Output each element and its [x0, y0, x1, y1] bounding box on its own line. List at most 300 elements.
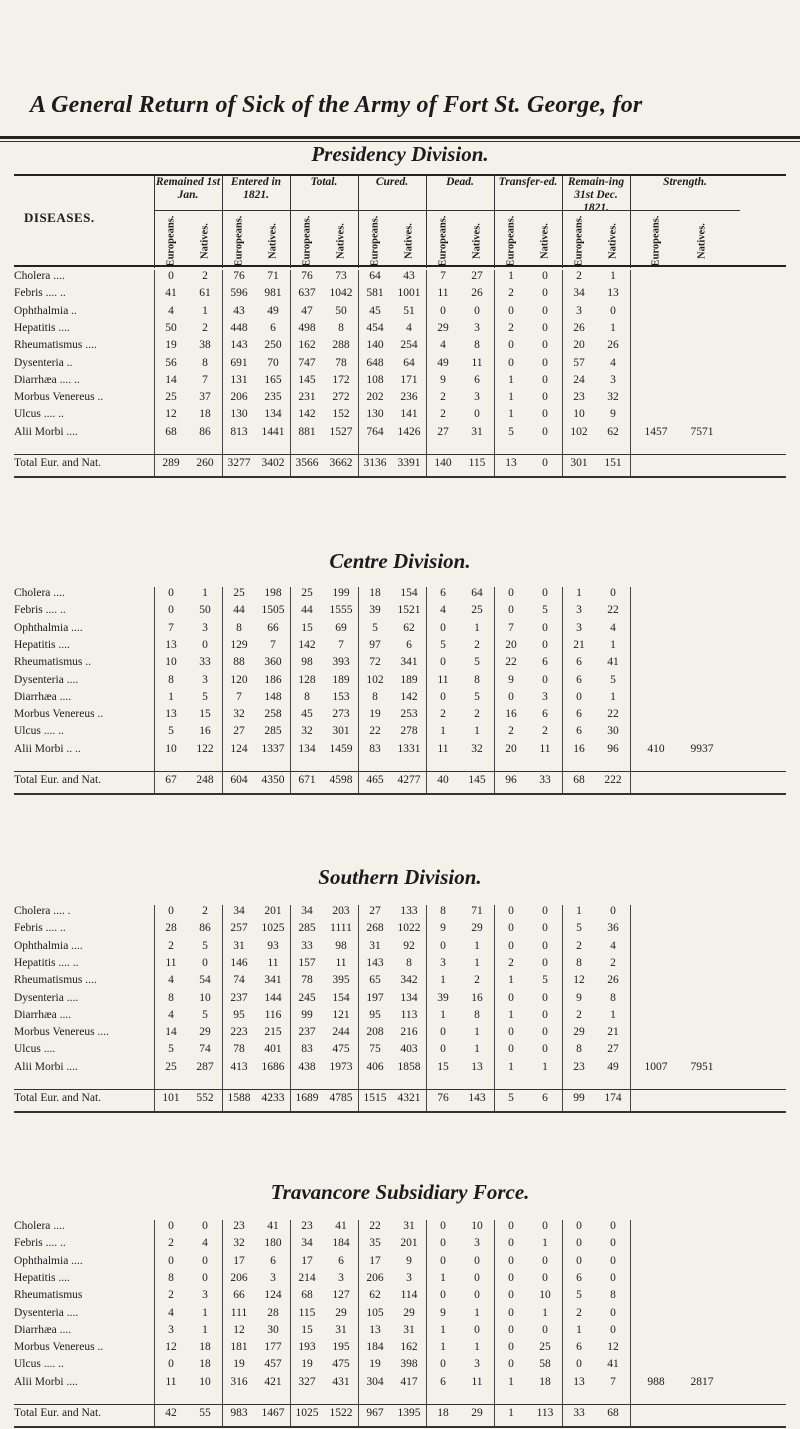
table-cell: 78	[335, 356, 347, 369]
table-cell: 287	[196, 1060, 214, 1073]
table-cell: 1686	[261, 1060, 285, 1073]
table-cell: 0	[440, 1289, 446, 1302]
total-cell: 6	[542, 1092, 548, 1104]
table-cell: 3	[202, 621, 208, 634]
table-cell: 143	[230, 339, 248, 352]
table-cell: 50	[335, 304, 347, 317]
table-cell: 3	[168, 1323, 174, 1336]
table-cell: 0	[508, 604, 514, 617]
table-cell: 1	[542, 1306, 548, 1319]
table-cell: 3	[576, 604, 582, 617]
table-cell: 9	[610, 408, 616, 421]
table-cell: 0	[542, 321, 548, 334]
table-cell: 195	[332, 1341, 350, 1354]
table-cell: 7	[610, 1375, 616, 1388]
table-cell: 4	[168, 1306, 174, 1319]
table-row	[14, 374, 786, 391]
table-cell: 11	[165, 956, 177, 969]
table-cell: 4	[168, 1008, 174, 1021]
table-cell: 454	[366, 321, 384, 334]
table-cell: 7	[168, 621, 174, 634]
sub-header-label: Natives.	[607, 223, 619, 259]
table-cell: 20	[505, 742, 517, 755]
table-cell: 0	[202, 638, 208, 651]
table-cell: 152	[332, 408, 350, 421]
table-cell: 0	[440, 1237, 446, 1250]
section-table	[14, 270, 786, 479]
table-row	[14, 1043, 786, 1060]
table-cell: 0	[508, 1237, 514, 1250]
table-cell: 475	[332, 1358, 350, 1371]
group-header: Strength.	[663, 176, 707, 188]
table-cell: 1	[508, 1060, 514, 1073]
table-cell: 102	[570, 425, 588, 438]
table-cell: 0	[542, 1254, 548, 1267]
table-cell: 10	[165, 656, 177, 669]
table-cell: 1	[576, 905, 582, 917]
table-cell: 3	[474, 321, 480, 334]
table-cell: 0	[542, 339, 548, 352]
table-cell: 12	[607, 1341, 619, 1354]
table-cell: 5	[202, 1008, 208, 1021]
group-header: Entered in 1821.	[230, 176, 282, 201]
table-cell: 10	[199, 991, 211, 1004]
disease-name: Ophthalmia ..	[14, 304, 77, 317]
section-title: Travancore Subsidiary Force.	[270, 1180, 530, 1204]
table-cell: 41	[165, 287, 177, 300]
table-cell: 413	[230, 1060, 248, 1073]
table-cell: 5	[576, 922, 582, 935]
total-cell: 1	[508, 1407, 514, 1419]
disease-name: Rheumatismus	[14, 1289, 83, 1302]
sub-header	[198, 218, 212, 264]
disease-name: Diarrhæa ....	[14, 1008, 72, 1021]
group-divider	[154, 174, 155, 268]
sub-header-label: Europeans.	[650, 215, 662, 267]
disease-name: Febris .... ..	[14, 604, 66, 617]
table-cell: 1	[474, 1306, 480, 1319]
table-cell: 0	[508, 1220, 514, 1232]
table-cell: 65	[369, 974, 381, 987]
table-cell: 15	[301, 621, 313, 634]
group-divider	[562, 174, 563, 268]
table-cell: 7	[508, 621, 514, 634]
table-cell: 86	[199, 922, 211, 935]
table-cell: 4	[168, 974, 174, 987]
table-cell: 1	[576, 1323, 582, 1336]
table-cell: 0	[542, 638, 548, 651]
total-cell: 101	[162, 1092, 180, 1104]
header-bottom-rule	[14, 265, 786, 267]
table-cell: 1	[440, 1323, 446, 1336]
table-cell: 285	[264, 725, 282, 738]
table-cell: 0	[508, 1271, 514, 1284]
total-cell: 4233	[261, 1092, 285, 1104]
table-row	[14, 691, 786, 708]
table-cell: 245	[298, 991, 316, 1004]
table-cell: 0	[440, 1254, 446, 1267]
table-cell: 0	[576, 1254, 582, 1267]
table-cell: 1	[508, 974, 514, 987]
table-cell: 1111	[330, 922, 352, 935]
table-cell: 7	[202, 373, 208, 386]
table-cell: 34	[301, 1237, 313, 1250]
total-cell: 33	[573, 1407, 585, 1419]
sub-header	[368, 215, 382, 267]
table-cell: 2	[474, 708, 480, 721]
table-cell: 13	[607, 287, 619, 300]
table-cell: 18	[199, 408, 211, 421]
table-cell: 33	[301, 939, 313, 952]
table-cell: 9	[406, 1254, 412, 1267]
table-cell: 198	[264, 587, 282, 599]
table-cell: 31	[233, 939, 245, 952]
total-cell: 967	[366, 1407, 384, 1419]
group-rule	[222, 210, 290, 211]
total-label: Total Eur. and Nat.	[14, 774, 102, 786]
table-cell: 2	[440, 708, 446, 721]
table-cell: 0	[440, 1043, 446, 1056]
table-cell: 133	[400, 905, 418, 917]
strength-value: 1007	[644, 1060, 668, 1073]
total-cell: 151	[604, 457, 622, 469]
table-cell: 6	[440, 1375, 446, 1388]
sub-header	[436, 215, 450, 267]
table-cell: 12	[233, 1323, 245, 1336]
main-title: A General Return of Sick of the Army of Fort St. George, for	[30, 92, 643, 118]
table-cell: 398	[400, 1358, 418, 1371]
total-cell: 465	[366, 774, 384, 786]
table-cell: 395	[332, 974, 350, 987]
total-cell: 174	[604, 1092, 622, 1104]
table-cell: 5	[508, 425, 514, 438]
total-cell: 13	[505, 457, 517, 469]
table-cell: 3	[406, 1271, 412, 1284]
table-cell: 244	[332, 1026, 350, 1039]
total-cell: 0	[542, 457, 548, 469]
table-cell: 360	[264, 656, 282, 669]
total-cell: 55	[199, 1407, 211, 1419]
table-cell: 50	[165, 321, 177, 334]
table-cell: 23	[233, 1220, 245, 1232]
total-cell: 3391	[397, 457, 421, 469]
table-cell: 2	[610, 956, 616, 969]
total-label: Total Eur. and Nat.	[14, 1407, 102, 1419]
table-cell: 8	[236, 621, 242, 634]
table-cell: 18	[369, 587, 381, 599]
table-cell: 9	[508, 673, 514, 686]
table-cell: 115	[298, 1306, 316, 1319]
table-cell: 1	[202, 1323, 208, 1336]
table-cell: 165	[264, 373, 282, 386]
total-cell: 4598	[329, 774, 353, 786]
table-cell: 1	[474, 1043, 480, 1056]
table-cell: 1555	[329, 604, 353, 617]
total-cell: 222	[604, 774, 622, 786]
table-row	[14, 587, 786, 604]
table-cell: 257	[230, 922, 248, 935]
table-cell: 20	[505, 638, 517, 651]
table-cell: 127	[332, 1289, 350, 1302]
table-cell: 0	[542, 956, 548, 969]
table-cell: 10	[539, 1289, 551, 1302]
table-cell: 431	[332, 1375, 350, 1388]
section-table	[14, 587, 786, 796]
table-cell: 10	[471, 1220, 483, 1232]
table-cell: 74	[199, 1043, 211, 1056]
total-cell: 76	[437, 1092, 449, 1104]
disease-name: Ophthalmia ....	[14, 939, 83, 952]
table-cell: 58	[539, 1358, 551, 1371]
sub-header	[470, 218, 484, 264]
table-cell: 223	[230, 1026, 248, 1039]
disease-name: Ophthalmia ....	[14, 1254, 83, 1267]
sub-header-label: Natives.	[539, 223, 551, 259]
table-cell: 203	[332, 905, 350, 917]
table-cell: 1	[576, 587, 582, 599]
total-cell: 96	[505, 774, 517, 786]
table-cell: 180	[264, 1237, 282, 1250]
table-cell: 5	[202, 939, 208, 952]
strength-value: 2817	[690, 1375, 714, 1388]
table-cell: 8	[474, 673, 480, 686]
table-cell: 341	[264, 974, 282, 987]
table-cell: 18	[199, 1341, 211, 1354]
group-divider	[494, 174, 495, 268]
table-cell: 0	[202, 1220, 208, 1232]
table-cell: 154	[332, 991, 350, 1004]
table-cell: 32	[607, 391, 619, 404]
table-row	[14, 622, 786, 639]
total-cell: 1025	[295, 1407, 319, 1419]
table-cell: 0	[542, 408, 548, 421]
total-rule	[14, 771, 786, 772]
table-cell: 0	[542, 621, 548, 634]
table-cell: 1001	[397, 287, 421, 300]
table-cell: 0	[610, 1271, 616, 1284]
table-cell: 8	[304, 690, 310, 703]
table-cell: 50	[199, 604, 211, 617]
table-cell: 144	[264, 991, 282, 1004]
table-cell: 71	[267, 270, 279, 282]
group-header: Remained 1st Jan.	[155, 176, 221, 201]
table-cell: 5	[168, 1043, 174, 1056]
table-cell: 74	[233, 974, 245, 987]
table-cell: 38	[199, 339, 211, 352]
table-cell: 39	[369, 604, 381, 617]
table-cell: 0	[610, 905, 616, 917]
table-cell: 2	[202, 321, 208, 334]
table-cell: 113	[400, 1008, 418, 1021]
table-cell: 3	[440, 956, 446, 969]
table-cell: 0	[542, 270, 548, 282]
sub-header	[538, 218, 552, 264]
table-cell: 421	[264, 1375, 282, 1388]
table-cell: 19	[301, 1358, 313, 1371]
table-cell: 4	[440, 339, 446, 352]
table-cell: 0	[542, 304, 548, 317]
disease-name: Dysenteria ....	[14, 1306, 79, 1319]
disease-name: Hepatitis .... ..	[14, 956, 79, 969]
table-cell: 6	[576, 673, 582, 686]
table-cell: 37	[199, 391, 211, 404]
group-rule	[358, 210, 426, 211]
table-cell: 4	[610, 356, 616, 369]
table-cell: 301	[332, 725, 350, 738]
table-cell: 54	[199, 974, 211, 987]
table-cell: 31	[369, 939, 381, 952]
table-cell: 62	[607, 425, 619, 438]
sub-header-label: Europeans.	[369, 215, 381, 267]
table-cell: 61	[199, 287, 211, 300]
total-cell: 301	[570, 457, 588, 469]
table-cell: 5	[542, 974, 548, 987]
table-cell: 22	[607, 708, 619, 721]
table-cell: 881	[298, 425, 316, 438]
table-cell: 3	[576, 304, 582, 317]
table-cell: 26	[573, 321, 585, 334]
total-row	[14, 1092, 786, 1109]
table-cell: 1	[610, 321, 616, 334]
disease-name: Morbus Venereus ..	[14, 1341, 104, 1354]
disease-name: Cholera ....	[14, 587, 65, 599]
table-row	[14, 1341, 786, 1358]
table-cell: 26	[471, 287, 483, 300]
table-cell: 268	[366, 922, 384, 935]
table-cell: 64	[369, 270, 381, 282]
table-cell: 22	[505, 656, 517, 669]
table-cell: 33	[199, 656, 211, 669]
table-cell: 8	[610, 991, 616, 1004]
table-cell: 0	[542, 356, 548, 369]
table-cell: 4	[610, 621, 616, 634]
table-cell: 36	[607, 922, 619, 935]
table-cell: 8	[440, 905, 446, 917]
table-cell: 17	[369, 1254, 381, 1267]
total-cell: 113	[536, 1407, 554, 1419]
table-cell: 1	[508, 1008, 514, 1021]
table-cell: 7	[338, 638, 344, 651]
table-cell: 22	[607, 604, 619, 617]
table-cell: 69	[335, 621, 347, 634]
table-cell: 31	[471, 425, 483, 438]
table-cell: 62	[369, 1289, 381, 1302]
total-cell: 1395	[397, 1407, 421, 1419]
table-cell: 1	[202, 1306, 208, 1319]
disease-name: Rheumatismus ....	[14, 974, 97, 987]
total-cell: 1689	[295, 1092, 319, 1104]
table-cell: 43	[233, 304, 245, 317]
table-cell: 206	[366, 1271, 384, 1284]
total-cell: 3136	[363, 457, 387, 469]
table-cell: 1527	[329, 425, 353, 438]
table-cell: 41	[607, 656, 619, 669]
total-label: Total Eur. and Nat.	[14, 1092, 102, 1104]
table-cell: 0	[168, 905, 174, 917]
table-row	[14, 339, 786, 356]
total-cell: 671	[298, 774, 316, 786]
table-cell: 0	[508, 991, 514, 1004]
table-cell: 41	[335, 1220, 347, 1232]
table-cell: 0	[610, 587, 616, 599]
table-cell: 27	[607, 1043, 619, 1056]
table-cell: 8	[474, 339, 480, 352]
table-cell: 0	[610, 1323, 616, 1336]
disease-name: Febris .... ..	[14, 922, 66, 935]
table-cell: 1	[508, 408, 514, 421]
table-cell: 1	[168, 690, 174, 703]
section-table	[14, 905, 786, 1114]
section-bottom-rule	[14, 476, 786, 478]
table-cell: 162	[400, 1341, 418, 1354]
table-cell: 316	[230, 1375, 248, 1388]
table-cell: 0	[508, 939, 514, 952]
table-cell: 30	[607, 725, 619, 738]
table-cell: 3	[202, 1289, 208, 1302]
table-cell: 1	[508, 373, 514, 386]
table-cell: 13	[165, 638, 177, 651]
table-cell: 29	[403, 1306, 415, 1319]
table-cell: 288	[332, 339, 350, 352]
table-cell: 438	[298, 1060, 316, 1073]
table-row	[14, 391, 786, 408]
section-bottom-rule	[14, 793, 786, 795]
table-cell: 6	[270, 1254, 276, 1267]
table-cell: 189	[332, 673, 350, 686]
table-cell: 1	[610, 270, 616, 282]
total-cell: 260	[196, 457, 214, 469]
sub-header	[402, 218, 416, 264]
table-cell: 1	[610, 690, 616, 703]
group-header: Remain-ing 31st Dec. 1821.	[567, 176, 625, 214]
table-cell: 0	[440, 939, 446, 952]
sub-header-label: Europeans.	[233, 215, 245, 267]
table-cell: 122	[196, 742, 214, 755]
table-cell: 19	[369, 708, 381, 721]
table-cell: 11	[471, 356, 483, 369]
table-cell: 11	[267, 956, 279, 969]
table-cell: 1	[440, 974, 446, 987]
table-cell: 56	[165, 356, 177, 369]
table-row	[14, 408, 786, 425]
table-cell: 44	[301, 604, 313, 617]
table-cell: 6	[576, 1341, 582, 1354]
table-cell: 29	[335, 1306, 347, 1319]
total-cell: 18	[437, 1407, 449, 1419]
table-cell: 0	[440, 656, 446, 669]
table-cell: 6	[338, 1254, 344, 1267]
total-cell: 115	[468, 457, 486, 469]
table-cell: 15	[301, 1323, 313, 1336]
table-cell: 8	[168, 991, 174, 1004]
table-cell: 272	[332, 391, 350, 404]
table-cell: 0	[168, 1220, 174, 1232]
table-cell: 44	[233, 604, 245, 617]
table-cell: 253	[400, 708, 418, 721]
table-cell: 83	[369, 742, 381, 755]
table-cell: 177	[264, 1341, 282, 1354]
table-cell: 1	[440, 1271, 446, 1284]
table-cell: 2	[440, 391, 446, 404]
section-bottom-rule	[14, 1426, 786, 1428]
table-cell: 6	[542, 656, 548, 669]
table-cell: 8	[338, 321, 344, 334]
table-cell: 1	[474, 1026, 480, 1039]
table-cell: 0	[168, 587, 174, 599]
table-cell: 145	[298, 373, 316, 386]
strength-value: 410	[647, 742, 665, 755]
table-cell: 31	[403, 1220, 415, 1232]
